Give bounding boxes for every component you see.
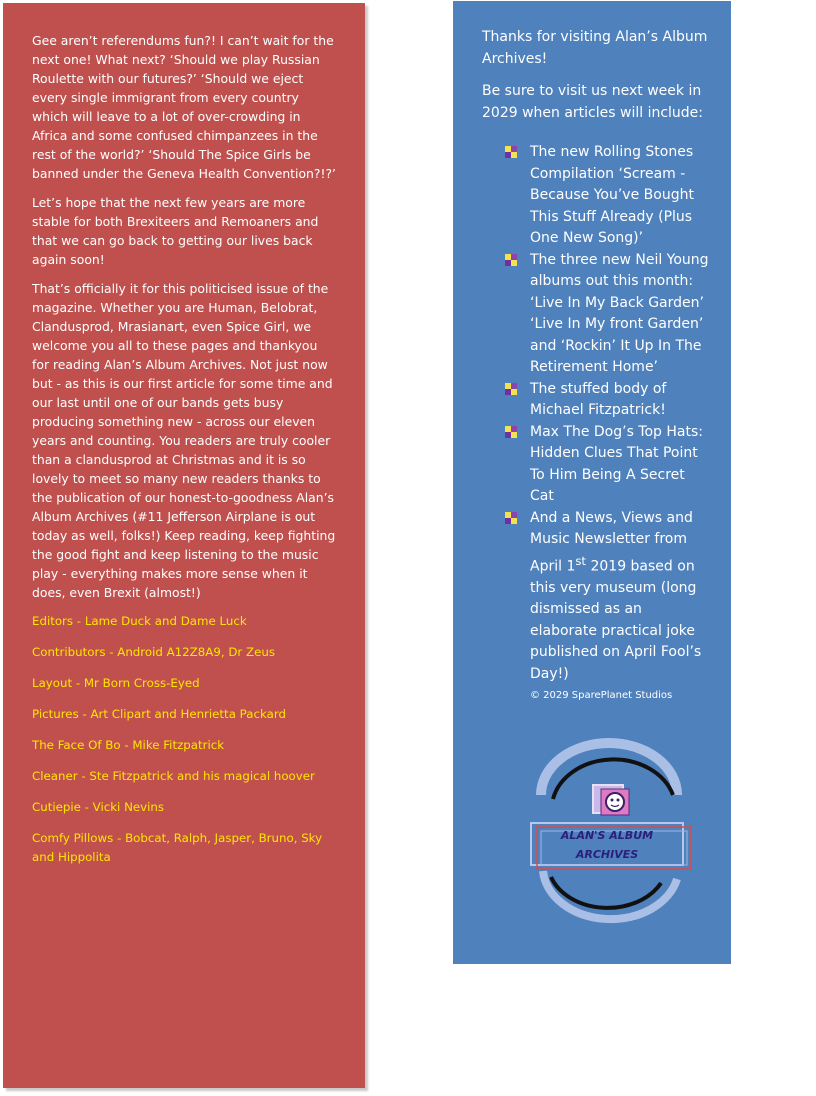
article-text: The three new Neil Young albums out this month: ‘Live In My Back Garden’ ‘Live In My front Garden’ and ‘Rockin’ It Up In The Retirement Home’: [530, 251, 709, 375]
credit-cleaner: Cleaner - Ste Fitzpatrick and his magical hoover: [32, 769, 315, 783]
right-column: [453, 1, 731, 964]
list-item: [482, 250, 711, 379]
bullet-icon: [505, 254, 517, 266]
upcoming-articles-list: [482, 142, 711, 685]
paragraph-farewell: That’s officially it for this politicised issue of the magazine. Whether you are Human, Belobrat, Clandusprod, Mrasianart, even Spice Girl, we welcome you all to these pages and thankyou for reading Alan’s Album Archives. Not just now but - as this is our first article for some time and our last until one of our bands gets busy producing something new - across our eleven years and counting. You readers are truly cooler than a clandusprod at Christmas and it is so lovely to meet so many new readers thanks to the publication of our honest-to-goodness Alan’s Album Archives (#11 Jefferson Airplane is out today as well, folks!) Keep reading, keep fighting the good fight and keep listening to the music play - everything makes more sense when it does, even Brexit (almost!): [32, 281, 336, 600]
article-text: Max The Dog’s Top Hats: Hidden Clues That Point To Him Being A Secret Cat: [530, 423, 703, 504]
intro-thanks: Thanks for visiting Alan’s Album Archives!: [482, 29, 708, 67]
article-text-after: 2019 based on this very museum (long dismissed as an elaborate practical joke published on April Fool’s Day!): [530, 558, 702, 682]
credit-pictures: Pictures - Art Clipart and Henrietta Packard: [32, 707, 286, 721]
paragraph-referendums: Gee aren’t referendums fun?! I can’t wait for the next one! What next? ‘Should we play Russian Roulette with our futures?’ ‘Should we eject every single immigrant from every country which will leave to a lot of over-crowding in Africa and some confused chimpanzees in the rest of the world?’ ‘Should The Spice Girls be banned under the Geneva Health Convention?!?’: [32, 33, 336, 181]
credit-editors: Editors - Lame Duck and Dame Luck: [32, 614, 247, 628]
ordinal-suffix: st: [575, 553, 587, 568]
logo-title-line2: ARCHIVES: [575, 848, 639, 861]
credit-comfy-pillows: Comfy Pillows - Bobcat, Ralph, Jasper, Bruno, Sky and Hippolita: [32, 831, 323, 864]
list-item: [482, 142, 711, 250]
left-column: [3, 3, 365, 1088]
intro-next-week: Be sure to visit us next week in 2029 when articles will include:: [482, 83, 704, 121]
bullet-icon: [505, 146, 517, 158]
credit-contributors: Contributors - Android A12Z8A9, Dr Zeus: [32, 645, 275, 659]
article-text: The new Rolling Stones Compilation ‘Scream - Because You’ve Bought This Stuff Already (Plus One New Song)’: [530, 144, 694, 246]
paragraph-hope: Let’s hope that the next few years are more stable for both Brexiteers and Remoaners and that we can go back to getting our lives back again soon!: [32, 195, 319, 267]
bullet-icon: [505, 426, 517, 438]
article-text-before: And a News, Views and Music Newsletter from April 1: [530, 509, 693, 575]
list-item: [482, 422, 711, 508]
bullet-icon: [505, 383, 517, 395]
credit-face-of-bo: The Face Of Bo - Mike Fitzpatrick: [32, 738, 225, 752]
credit-layout: Layout - Mr Born Cross-Eyed: [32, 676, 200, 690]
list-item: [482, 508, 711, 686]
bullet-icon: [505, 512, 517, 524]
credit-cutiepie: Cutiepie - Vicki Nevins: [32, 800, 165, 814]
list-item: [482, 379, 711, 422]
alans-album-archives-logo: [523, 737, 693, 927]
logo-title-line1: ALAN'S ALBUM: [560, 829, 654, 842]
copyright-notice: © 2029 SparePlanet Studios: [530, 690, 673, 702]
article-text: The stuffed body of Michael Fitzpatrick!: [530, 380, 667, 418]
credits-list: [32, 612, 336, 867]
